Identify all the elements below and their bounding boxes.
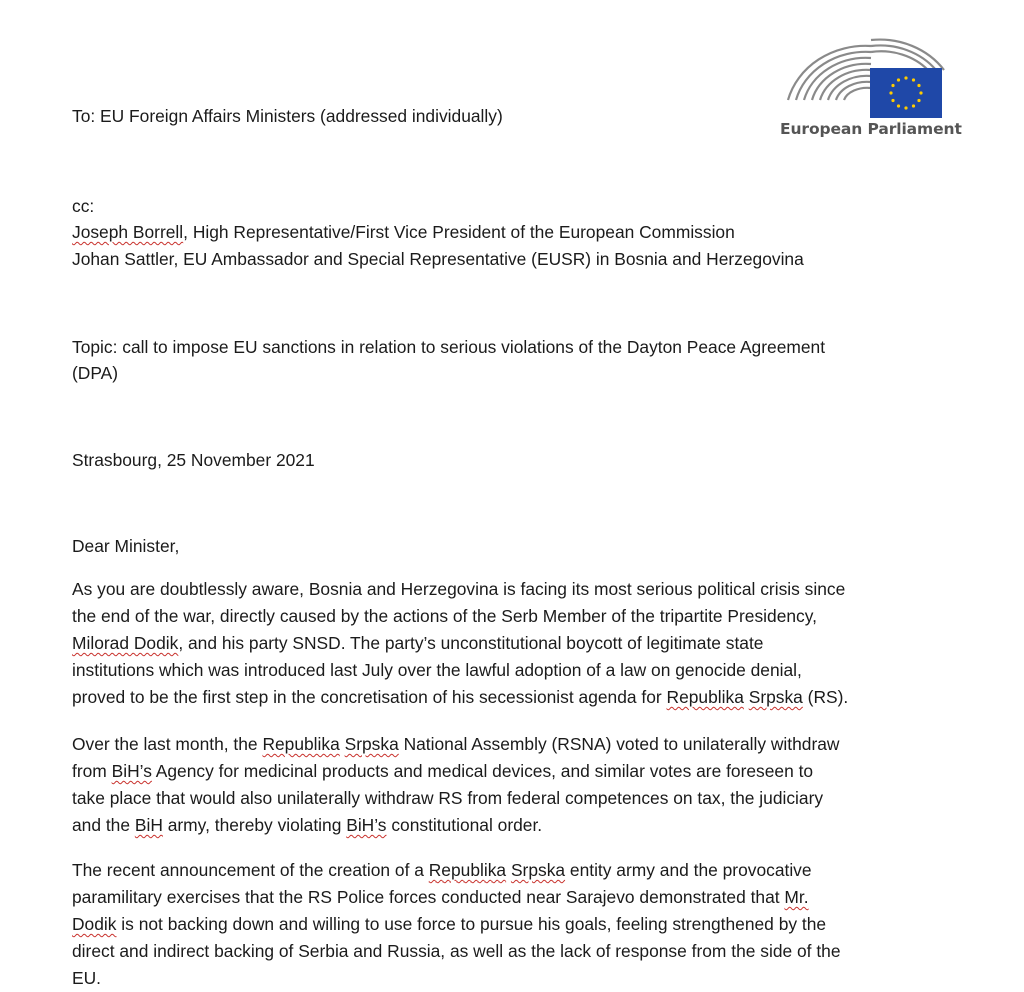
- eu-star-icon: [891, 84, 894, 87]
- text-run: Agency for medicinal products and medical devices, and similar votes are foreseen to: [151, 761, 814, 781]
- eu-star-icon: [919, 91, 922, 94]
- spellcheck-word: BiH: [134, 815, 163, 835]
- text-run: (RS).: [802, 687, 849, 707]
- topic-line-1: Topic: call to impose EU sanctions in relation to serious violations of the Dayton Peace Agreement: [72, 337, 826, 357]
- paragraph-3: [72, 857, 972, 992]
- text-run: entity army and the provocative: [565, 860, 812, 880]
- text-run: and the: [72, 815, 135, 835]
- spellcheck-word: Republika: [666, 687, 744, 707]
- text-run: constitutional order.: [386, 815, 543, 835]
- text-run: Over the last month, the: [72, 734, 263, 754]
- eu-star-icon: [897, 104, 900, 107]
- spellcheck-word: BiH’s: [111, 761, 152, 781]
- spellcheck-word: Milorad Dodik: [72, 633, 179, 653]
- paragraph-line: institutions which was introduced last July over the lawful adoption of a law on genocide denial,: [72, 660, 802, 680]
- hemicycle-icon: [776, 30, 946, 120]
- paragraph-line: [72, 812, 972, 839]
- spellcheck-word: Dodik: [72, 914, 117, 934]
- date-line: Strasbourg, 25 November 2021: [72, 450, 315, 470]
- text-run: The recent announcement of the creation of a: [72, 860, 429, 880]
- salutation: Dear Minister,: [72, 536, 180, 556]
- eu-star-icon: [917, 99, 920, 102]
- paragraph-line: [72, 911, 972, 938]
- eu-star-icon: [904, 76, 907, 79]
- spellcheck-word: Srpska: [748, 687, 803, 707]
- eu-star-icon: [897, 78, 900, 81]
- cc-label: cc:: [72, 196, 95, 216]
- eu-star-icon: [917, 84, 920, 87]
- eu-star-icon: [889, 91, 892, 94]
- text-run: army, thereby violating: [162, 815, 347, 835]
- eu-star-icon: [912, 104, 915, 107]
- paragraph-line: As you are doubtlessly aware, Bosnia and Herzegovina is facing its most serious political crisis since: [72, 579, 846, 599]
- text-run: National Assembly (RSNA) voted to unilaterally withdraw: [398, 734, 840, 754]
- paragraph-1: [72, 576, 972, 711]
- spellcheck-word: Srpska: [510, 860, 566, 880]
- cc-recipient-2: Johan Sattler, EU Ambassador and Special Representative (EUSR) in Bosnia and Herzegovina: [72, 249, 804, 269]
- to-line: To: EU Foreign Affairs Ministers (addressed individually): [72, 106, 503, 126]
- eu-star-icon: [912, 78, 915, 81]
- text-run: is not backing down and willing to use force to pursue his goals, feeling strengthened by the: [116, 914, 827, 934]
- paragraph-line: EU.: [72, 968, 101, 988]
- paragraph-line: take place that would also unilaterally withdraw RS from federal competences on tax, the judiciary: [72, 788, 824, 808]
- cc-recipient-1-title: , High Representative/First Vice President of the European Commission: [183, 222, 735, 242]
- european-parliament-logo: [776, 30, 962, 145]
- paragraph-line: [72, 857, 972, 884]
- text-run: , and his party SNSD. The party’s unconstitutional boycott of legitimate state: [178, 633, 764, 653]
- eu-star-icon: [904, 106, 907, 109]
- paragraph-line: [72, 758, 972, 785]
- paragraph-line: direct and indirect backing of Serbia and Russia, as well as the lack of response from the side of the: [72, 941, 841, 961]
- paragraph-line: [72, 731, 972, 758]
- spellcheck-word: BiH’s: [346, 815, 387, 835]
- spellcheck-word: Republika: [428, 860, 507, 880]
- text-run: proved to be the first step in the concretisation of his secessionist agenda for: [72, 687, 667, 707]
- spellcheck-word: Republika: [262, 734, 340, 754]
- spellcheck-word: Srpska: [344, 734, 399, 754]
- text-run: paramilitary exercises that the RS Police forces conducted near Sarajevo demonstrated that: [72, 887, 785, 907]
- topic-line-2: (DPA): [72, 363, 119, 383]
- paragraph-line: [72, 630, 972, 657]
- spellcheck-word: Joseph Borrell: [72, 222, 184, 242]
- cc-recipient-1: [72, 219, 735, 245]
- paragraph-line: [72, 884, 972, 911]
- eu-star-icon: [891, 99, 894, 102]
- eu-flag-icon: [870, 68, 942, 118]
- paragraph-line: the end of the war, directly caused by the actions of the Serb Member of the tripartite Presidency,: [72, 606, 817, 626]
- logo-label: European Parliament: [780, 120, 962, 138]
- text-run: from: [72, 761, 112, 781]
- paragraph-line: [72, 684, 972, 711]
- paragraph-2: [72, 731, 972, 839]
- spellcheck-word: Mr.: [784, 887, 809, 907]
